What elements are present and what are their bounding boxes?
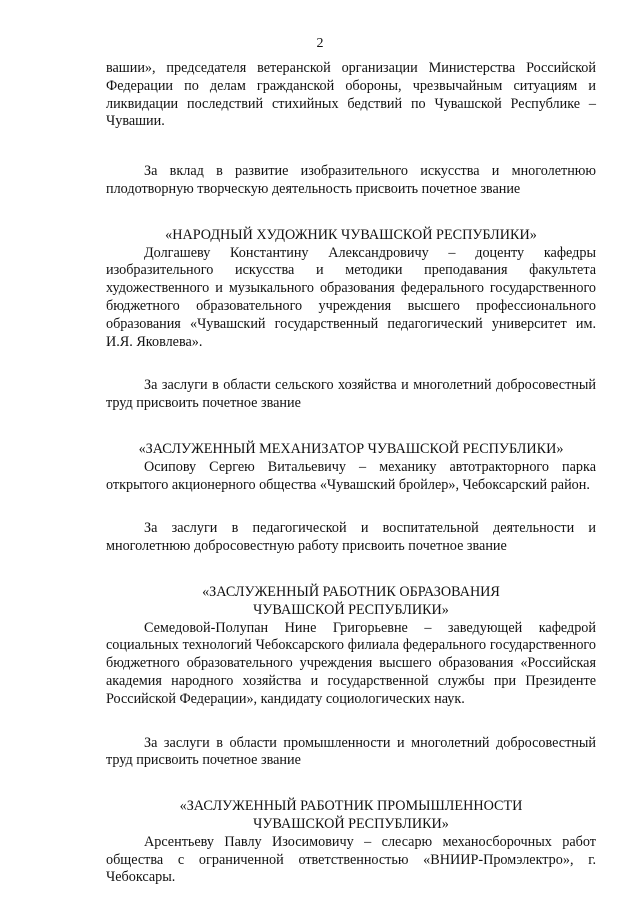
award-section: [106, 735, 596, 888]
award-reason: За вклад в развитие изобразительного искусства и многолетнюю плодотворную творческую деятельность присвоить почетное звание: [106, 163, 596, 197]
award-title: [106, 798, 596, 834]
awardee-paragraph: Арсентьеву Павлу Изосимовичу – слесарю механосборочных работ общества с ограниченной ответственностью «ВНИИР-Промэлектро», г. Чебоксары.: [106, 833, 596, 886]
award-section: [106, 377, 596, 494]
award-title: [106, 441, 596, 459]
award-title-line: ЧУВАШСКОЙ РЕСПУБЛИКИ»: [253, 601, 449, 618]
awardee-paragraph: Семедовой-Полупан Нине Григорьевне – заведующей кафедрой социальных технологий Чебоксарского филиала федерального государственного бюджетного образовательного учреждения высшего образования «Российская академия народного хозяйства и государственной службы при Президенте Российской Федерации», кандидату социологических наук.: [106, 619, 596, 707]
award-title-line: «ЗАСЛУЖЕННЫЙ РАБОТНИК ОБРАЗОВАНИЯ: [202, 583, 500, 600]
award-section: [106, 520, 596, 708]
award-section: [106, 163, 596, 351]
award-title-line: «ЗАСЛУЖЕННЫЙ МЕХАНИЗАТОР ЧУВАШСКОЙ РЕСПУБЛИКИ»: [138, 440, 564, 457]
award-reason: За заслуги в педагогической и воспитательной деятельности и многолетнюю добросовестную работу присвоить почетное звание: [106, 520, 596, 555]
intro-paragraph: вашии», председателя ветеранской организации Министерства Российской Федерации по делам гражданской обороны, чрезвычайным ситуациям и ликвидации последствий стихийных бедствий по Чувашской Республике – Чувашии.: [106, 60, 596, 130]
award-title-line: «ЗАСЛУЖЕННЫЙ РАБОТНИК ПРОМЫШЛЕННОСТИ: [179, 798, 523, 815]
page-number: 2: [316, 36, 324, 51]
award-title-line: ЧУВАШСКОЙ РЕСПУБЛИКИ»: [253, 815, 449, 832]
award-title: [106, 584, 596, 620]
document-body: [106, 60, 596, 887]
award-reason: За заслуги в области сельского хозяйства и многолетний добросовестный труд присвоить почетное звание: [106, 377, 596, 412]
award-title-line: «НАРОДНЫЙ ХУДОЖНИК ЧУВАШСКОЙ РЕСПУБЛИКИ»: [165, 226, 537, 243]
award-title: [106, 227, 596, 245]
awardee-paragraph: Долгашеву Константину Александровичу – доценту кафедры изобразительного искусства и методики преподавания факультета художественного и музыкального образования федерального государственного бюджетного образовательного учреждения высшего профессионального образования «Чувашский государственный педагогический университет им. И.Я. Яковлева».: [106, 244, 596, 350]
awardee-paragraph: Осипову Сергею Витальевичу – механику автотракторного парка открытого акционерного общества «Чувашский бройлер», Чебоксарский район.: [106, 458, 596, 493]
award-reason: За заслуги в области промышленности и многолетний добросовестный труд присвоить почетное звание: [106, 734, 596, 769]
